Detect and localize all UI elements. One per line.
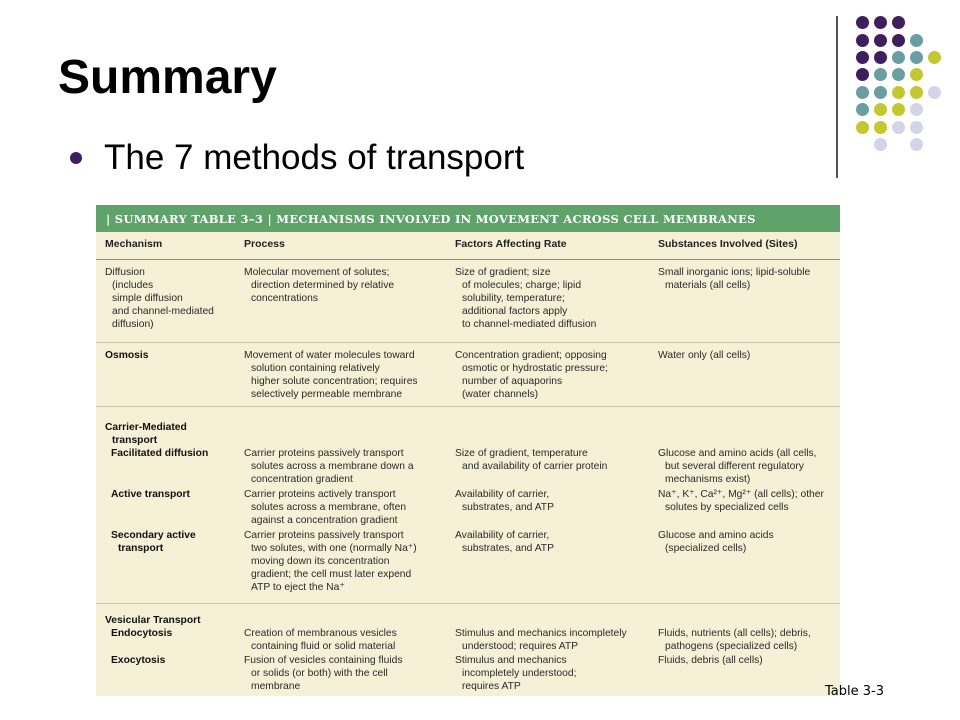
factors-cell [455,529,655,555]
substances-cell [658,488,838,514]
text-line: two solutes, with one (normally Na⁺) [251,543,417,554]
text-line: concentrations [251,293,318,304]
mechanism-name [111,529,196,555]
text-line: substrates, and ATP [462,502,554,513]
factors-cell [455,349,655,401]
text-line: Movement of water molecules toward [244,350,415,361]
substances-cell [658,447,838,486]
text-line: Carrier-Mediated [105,422,187,433]
decorative-dot [874,51,887,64]
factors-cell [455,654,655,693]
decorative-dot [892,34,905,47]
decorative-dot [910,86,923,99]
decorative-dot [892,103,905,116]
text-line: simple diffusion [112,293,183,304]
bullet-dot-icon [70,152,82,164]
bullet-text: The 7 methods of transport [104,138,525,177]
text-line: and channel-mediated [112,306,214,317]
table-row-diffusion [96,260,840,343]
text-line: Small inorganic ions; lipid-soluble [658,267,811,278]
divider-line [836,16,838,178]
text-line: direction determined by relative [251,280,395,291]
text-line: selectively permeable membrane [251,389,403,400]
slide-title: Summary [58,51,277,104]
table-row-osmosis [96,343,840,407]
decorative-dot [874,138,887,151]
decorative-dot [892,68,905,81]
decorative-dot [892,16,905,29]
text-line: transport [112,435,158,446]
table-row-vesicular [96,604,840,699]
text-line: gradient; the cell must later expend [251,569,412,580]
text-line: concentration gradient [251,474,353,485]
text-line: against a concentration gradient [251,515,398,526]
mechanism-subtext [105,279,235,331]
text-line: but several different regulatory [665,461,804,472]
decorative-dot [874,103,887,116]
text-line: Availability of carrier, [455,489,550,500]
decorative-dot [928,51,941,64]
decorative-dot [874,34,887,47]
text-line: Fluids, nutrients (all cells); debris, [658,628,811,639]
process-cell [244,447,449,486]
process-cell [244,529,449,594]
column-header-factors: Factors Affecting Rate [455,238,567,250]
mechanism-cell [105,266,235,331]
text-line: (includes [112,280,154,291]
factors-cell [455,447,655,473]
text-line: Na⁺, K⁺, Ca²⁺, Mg²⁺ (all cells); other [658,489,824,500]
text-line: substrates, and ATP [462,543,554,554]
text-line: incompletely understood; [462,668,577,679]
decorative-dot [856,16,869,29]
text-line: Molecular movement of solutes; [244,267,390,278]
text-line: transport [118,543,164,554]
text-line: mechanisms exist) [665,474,751,485]
table-caption: Table 3-3 [825,684,884,699]
group-title: Vesicular Transport [105,615,201,626]
text-line: Glucose and amino acids (all cells, [658,448,817,459]
mechanism-name: Active transport [111,489,190,500]
text-line: moving down its concentration [251,556,390,567]
text-line: or solids (or both) with the cell [251,668,388,679]
text-line: Availability of carrier, [455,530,550,541]
substances-cell [658,529,838,555]
process-cell [244,349,449,401]
column-header-mechanism: Mechanism [105,238,163,250]
text-line: additional factors apply [462,306,568,317]
process-cell [244,488,449,527]
decorative-dot [892,86,905,99]
text-line: Fluids, debris (all cells) [658,655,763,666]
process-cell [244,627,449,653]
mechanism-name: Osmosis [105,350,149,361]
decorative-dot [856,68,869,81]
decorative-dot [856,34,869,47]
table-column-headers [96,232,840,260]
text-line: solubility, temperature; [462,293,565,304]
text-line: Fusion of vesicles containing fluids [244,655,403,666]
column-header-process: Process [244,238,285,250]
decorative-dot [928,86,941,99]
group-title [105,421,187,447]
text-line: Stimulus and mechanics [455,655,567,666]
decorative-dot [910,103,923,116]
text-line: Size of gradient, temperature [455,448,588,459]
text-line: and availability of carrier protein [462,461,608,472]
substances-cell [658,349,838,362]
text-line: (water channels) [462,389,539,400]
decorative-dot [874,86,887,99]
bullet-item [70,138,524,178]
text-line: containing fluid or solid material [251,641,396,652]
text-line: number of aquaporins [462,376,563,387]
text-line: ATP to eject the Na⁺ [251,582,345,593]
text-line: solutes across a membrane down a [251,461,414,472]
text-line: requires ATP [462,681,521,692]
column-header-substances: Substances Involved (Sites) [658,238,798,250]
decorative-dot [910,68,923,81]
text-line: Stimulus and mechanics incompletely [455,628,627,639]
factors-cell [455,266,655,331]
decorative-dot [856,51,869,64]
mechanism-name: Diffusion [105,267,145,278]
decorative-dot [892,121,905,134]
process-cell [244,654,449,693]
decorative-dot [874,121,887,134]
text-line: materials (all cells) [665,280,751,291]
text-line: higher solute concentration; requires [251,376,418,387]
summary-table-image [96,205,840,696]
decorative-dot [910,51,923,64]
process-cell [244,266,449,305]
text-line: (specialized cells) [665,543,747,554]
mechanism-name: Facilitated diffusion [111,448,209,459]
decorative-dot [910,121,923,134]
text-line: osmotic or hydrostatic pressure; [462,363,608,374]
text-line: Water only (all cells) [658,350,751,361]
decorative-dot [910,34,923,47]
text-line: to channel-mediated diffusion [462,319,597,330]
mechanism-name: Exocytosis [111,655,166,666]
text-line: Concentration gradient; opposing [455,350,607,361]
substances-cell [658,627,838,653]
text-line: understood; requires ATP [462,641,579,652]
decorative-dot [856,86,869,99]
text-line: Carrier proteins actively transport [244,489,396,500]
factors-cell [455,488,655,514]
substances-cell [658,266,838,292]
factors-cell [455,627,655,653]
decorative-dot [892,51,905,64]
mechanism-name: Endocytosis [111,628,173,639]
decorative-dot [856,103,869,116]
decorative-dot [910,138,923,151]
text-line: Size of gradient; size [455,267,551,278]
text-line: solutes by specialized cells [665,502,789,513]
text-line: Secondary active [111,530,196,541]
text-line: solutes across a membrane, often [251,502,407,513]
table-header-bar: | SUMMARY TABLE 3–3 | MECHANISMS INVOLVED IN MOVEMENT ACROSS CELL MEMBRANES [96,205,840,232]
text-line: solution containing relatively [251,363,380,374]
text-line: pathogens (specialized cells) [665,641,798,652]
text-line: of molecules; charge; lipid [462,280,582,291]
text-line: diffusion) [112,319,154,330]
text-line: Creation of membranous vesicles [244,628,397,639]
text-line: membrane [251,681,301,692]
text-line: Carrier proteins passively transport [244,530,404,541]
text-line: Glucose and amino acids [658,530,774,541]
substances-cell [658,654,838,667]
table-row-carrier-mediated [96,407,840,604]
decorative-dot [874,68,887,81]
decorative-dot [874,16,887,29]
decorative-dot [856,121,869,134]
text-line: Carrier proteins passively transport [244,448,404,459]
